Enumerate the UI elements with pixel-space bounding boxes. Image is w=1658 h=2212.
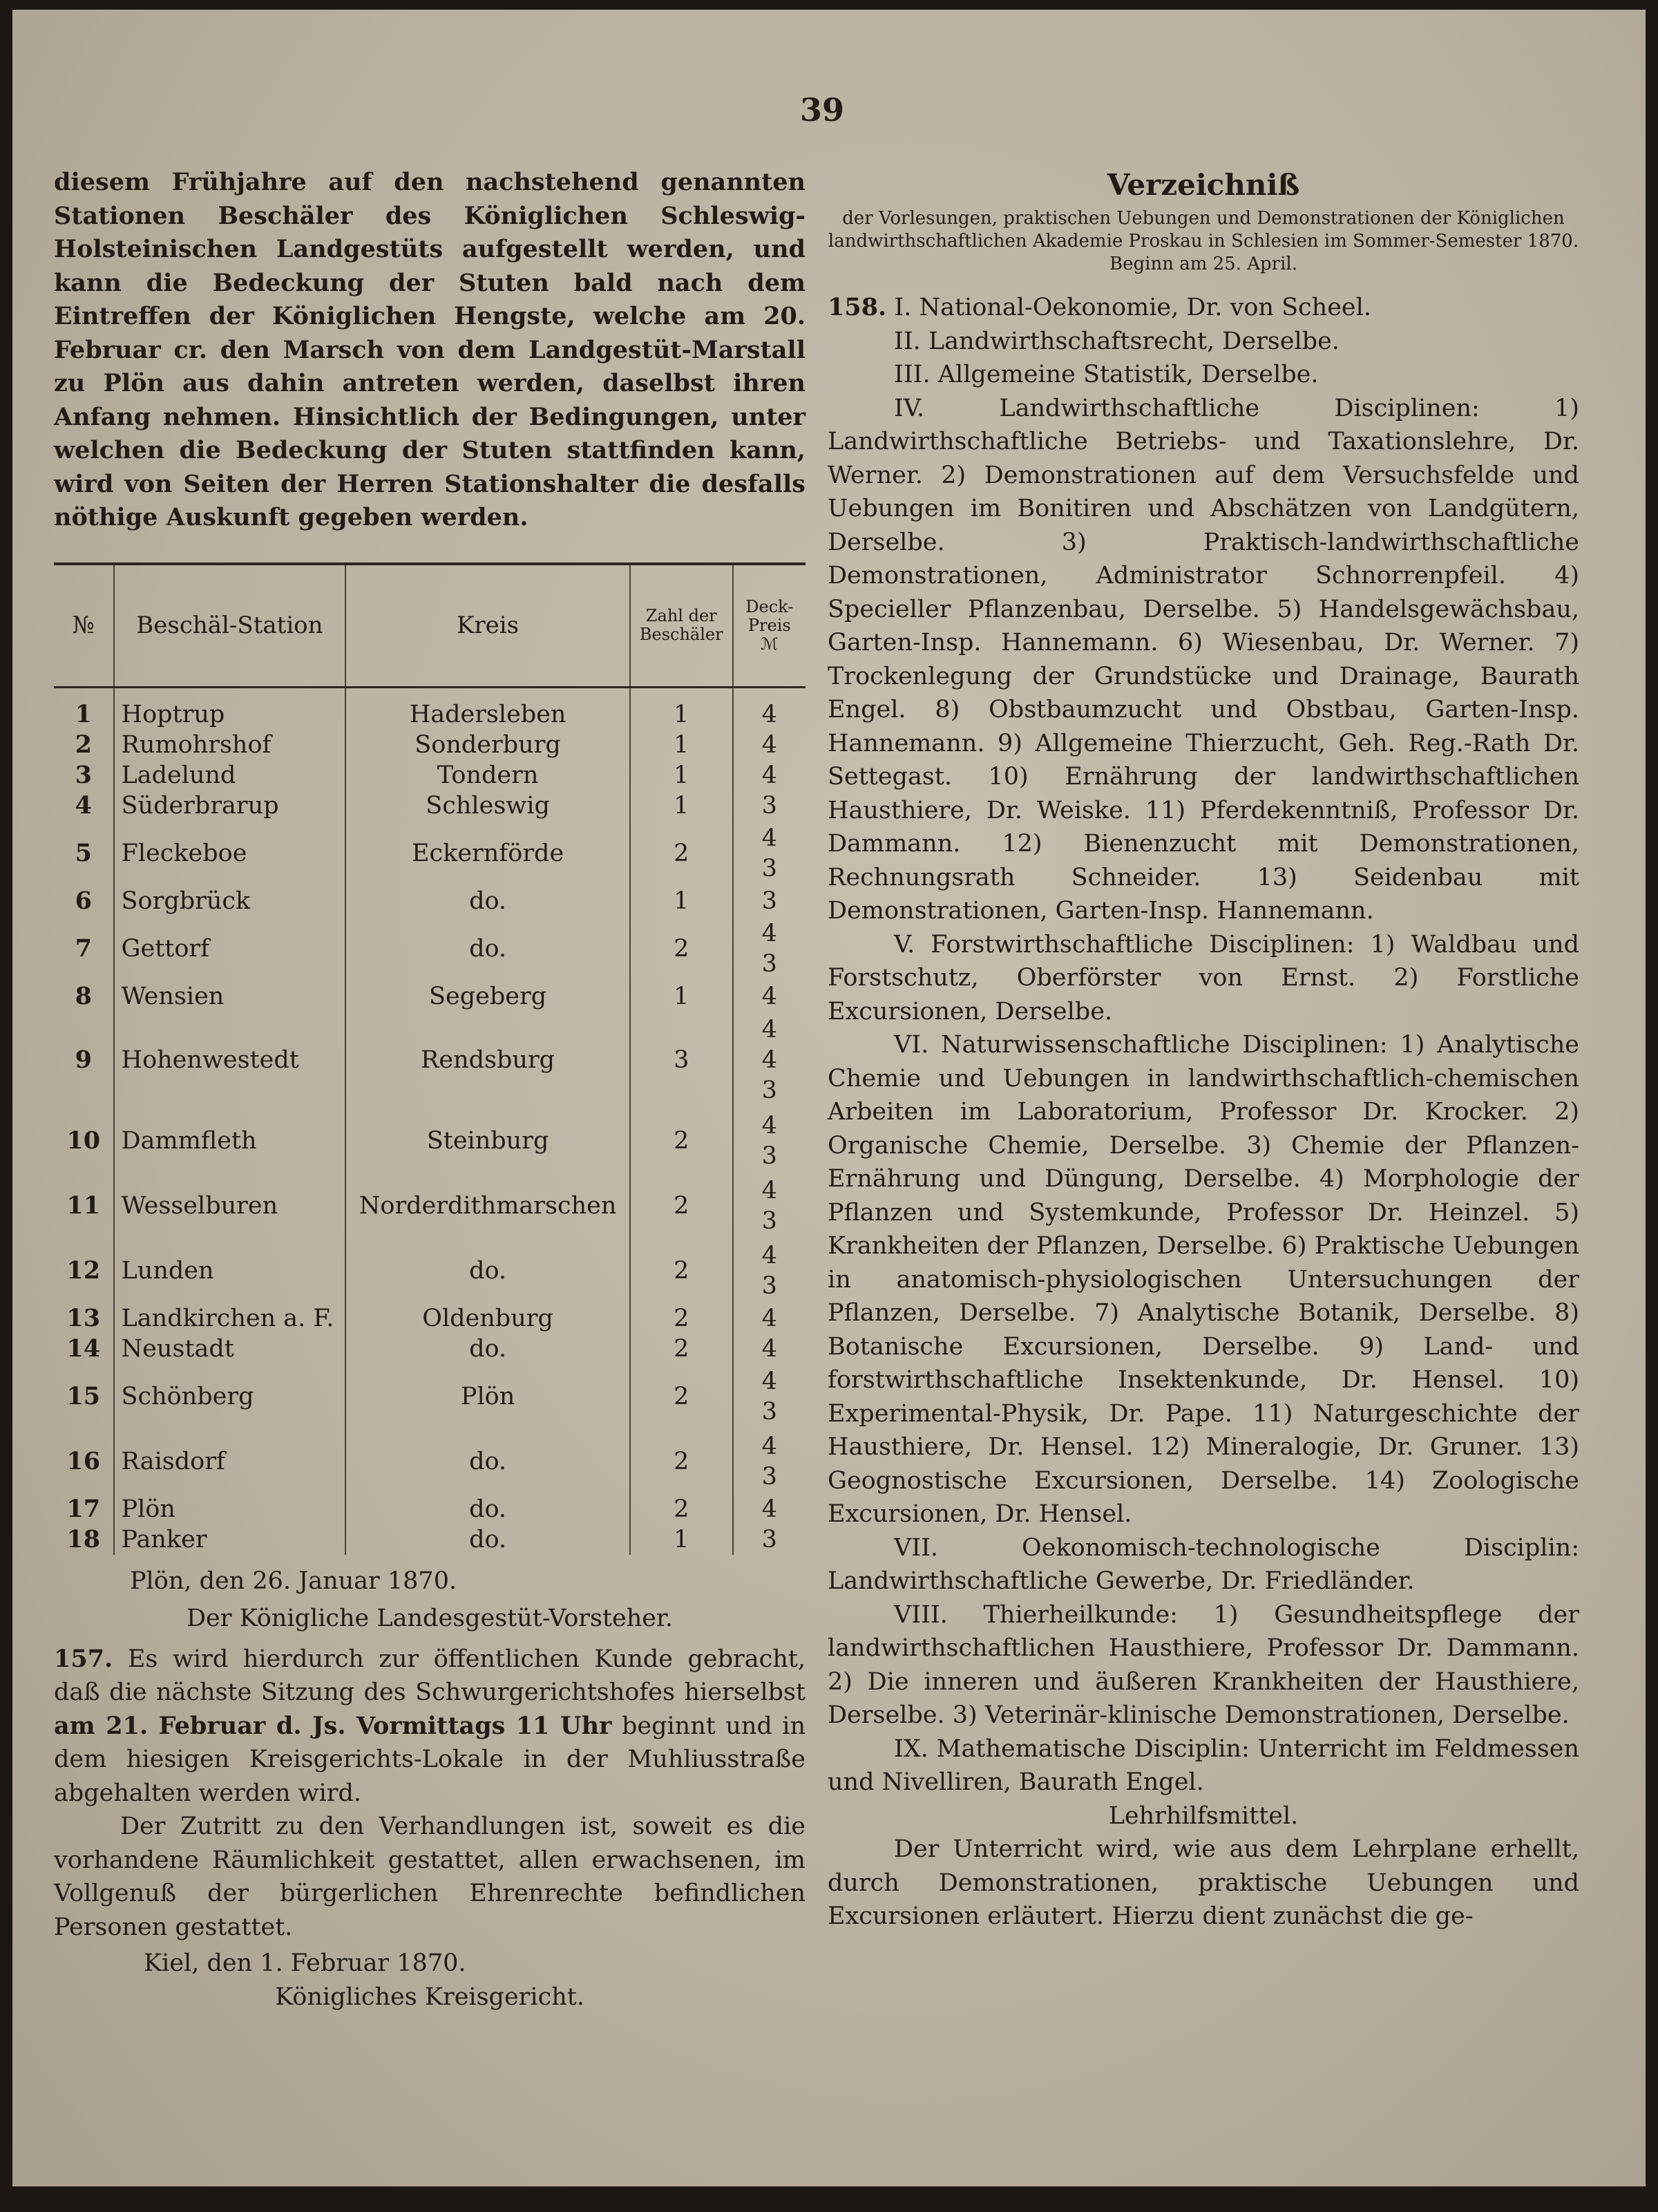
station-preis <box>733 886 806 916</box>
station-name: Süderbrarup <box>114 791 346 821</box>
right-column <box>828 166 1579 1934</box>
station-nr: 2 <box>54 730 114 760</box>
station-nr: 3 <box>54 760 114 791</box>
station-preis <box>733 1173 806 1238</box>
preis-value: 3 <box>761 1272 777 1300</box>
station-kreis: Oldenburg <box>345 1303 630 1334</box>
preis-value: 3 <box>761 1462 777 1491</box>
station-kreis: do. <box>345 1429 630 1494</box>
station-zahl: 2 <box>630 1429 733 1494</box>
station-nr: 18 <box>54 1524 114 1555</box>
station-name: Plön <box>114 1494 346 1524</box>
station-zahl: 3 <box>630 1012 733 1108</box>
station-kreis: do. <box>345 886 630 916</box>
station-nr: 14 <box>54 1334 114 1364</box>
section-VI: VI. Naturwissenschaftliche Disciplinen: 1) Analytische Chemie und Uebungen in landwirthschaftlich-chemischen Arbeiten im Laboratorium, Professor Dr. Krocker. 2) Organische Chemie, Derselbe. 3) Chemie der Pflanzen-Ernährung und Düngung, Derselbe. 4) Morphologie der Pflanzen und Systemkunde, Professor Dr. Heinzel. 5) Krankheiten der Pflanzen, Derselbe. 6) Praktische Uebungen in anatomisch-physiologischen Untersuchungen der Pflanzen, Derselbe. 7) Analytische Botanik, Derselbe. 8) Botanische Excursionen, Derselbe. 9) Land- und forstwirthschaftliche Insektenkunde, Dr. Hensel. 10) Experimental-Physik, Dr. Pape. 11) Naturgeschichte der Hausthiere, Dr. Hensel. 12) Mineralogie, Dr. Gruner. 13) Geognostische Excursionen, Derselbe. 14) Zoologische Excursionen, Dr. Hensel. <box>828 1031 1579 1528</box>
preis-value: 3 <box>761 887 777 915</box>
station-zahl: 1 <box>630 981 733 1012</box>
station-kreis: Tondern <box>345 760 630 791</box>
table-row <box>54 1108 806 1173</box>
station-preis <box>733 981 806 1012</box>
station-nr: 10 <box>54 1108 114 1173</box>
station-nr: 11 <box>54 1173 114 1238</box>
station-preis <box>733 1334 806 1364</box>
header-preis: Deck-Preis ℳ <box>745 596 794 654</box>
notice-157-authority: Königliches Kreisgericht. <box>275 1983 584 2011</box>
station-nr: 8 <box>54 981 114 1012</box>
station-zahl: 2 <box>630 1108 733 1173</box>
station-zahl: 1 <box>630 886 733 916</box>
left-column <box>54 166 806 2018</box>
station-name: Wensien <box>114 981 346 1012</box>
station-kreis: Plön <box>345 1364 630 1429</box>
station-zahl: 2 <box>630 1364 733 1429</box>
station-zahl: 2 <box>630 1303 733 1334</box>
preis-value: 4 <box>761 1176 777 1204</box>
stallion-stations-table <box>54 563 806 1555</box>
station-name: Fleckeboe <box>114 821 346 886</box>
station-name: Landkirchen a. F. <box>114 1303 346 1334</box>
preis-value: 4 <box>761 919 777 947</box>
station-zahl: 1 <box>630 1524 733 1555</box>
station-nr: 17 <box>54 1494 114 1524</box>
table-row <box>54 821 806 886</box>
station-nr: 1 <box>54 687 114 730</box>
table-body <box>54 687 806 1555</box>
preis-value: 3 <box>761 1076 777 1104</box>
station-name: Wesselburen <box>114 1173 346 1238</box>
section-II: II. Landwirthschaftsrecht, Derselbe. <box>894 327 1340 355</box>
preis-value: 4 <box>761 1015 777 1043</box>
section-I-text: I. National-Oekonomie, Dr. von Scheel. <box>894 294 1371 321</box>
lehrhilfsmittel-heading: Lehrhilfsmittel. <box>1108 1802 1299 1830</box>
preis-value: 4 <box>761 1241 777 1269</box>
station-name: Sorgbrück <box>114 886 346 916</box>
station-zahl: 2 <box>630 1494 733 1524</box>
section-V: V. Forstwirthschaftliche Disciplinen: 1) Waldbau und Forstschutz, Oberförster von Ernst. 2) Forstliche Excursionen, Derselbe. <box>828 930 1579 1025</box>
section-IV: IV. Landwirthschaftliche Disciplinen: 1) Landwirthschaftliche Betriebs- und Taxationslehre, Dr. Werner. 2) Demonstrationen auf dem Versuchsfelde und Uebungen im Bonitiren und Abschätzen von Landgütern, Derselbe. 3) Praktisch-landwirthschaftliche Demonstrationen, Administrator Schnorrenpfeil. 4) Specieller Pflanzenbau, Derselbe. 5) Handelsgewächsbau, Garten-Insp. Hannemann. 6) Wiesenbau, Dr. Werner. 7) Trockenlegung der Grundstücke und Drainage, Baurath Engel. 8) Obstbaumzucht und Obstbau, Garten-Insp. Hannemann. 9) Allgemeine Thierzucht, Geh. Reg.-Rath Dr. Settegast. 10) Ernährung der landwirthschaftlichen Hausthiere, Dr. Weiske. 11) Pferdekenntniß, Professor Dr. Dammann. 12) Bienenzucht mit Demonstrationen, Rechnungsrath Schneider. 13) Seidenbau mit Demonstrationen, Garten-Insp. Hannemann. <box>828 394 1579 925</box>
station-zahl: 1 <box>630 760 733 791</box>
header-nr: № <box>54 564 114 688</box>
station-preis <box>733 916 806 981</box>
preis-value: 4 <box>761 761 777 789</box>
station-preis <box>733 1364 806 1429</box>
station-preis <box>733 730 806 760</box>
preis-value: 4 <box>761 1367 777 1395</box>
lecture-list-subtitle: der Vorlesungen, praktischen Uebungen und Demonstrationen der Königlichen landwirthschaftlichen Akademie Proskau in Schlesien im Sommer-Semester 1870. Beginn am 25. April. <box>828 208 1579 274</box>
station-name: Rumohrshof <box>114 730 346 760</box>
station-name: Ladelund <box>114 760 346 791</box>
section-IX: IX. Mathematische Disciplin: Unterricht im Feldmessen und Nivelliren, Baurath Engel. <box>828 1734 1579 1796</box>
station-kreis: do. <box>345 1334 630 1364</box>
preis-value: 4 <box>761 700 777 728</box>
table-row <box>54 1364 806 1429</box>
station-zahl: 2 <box>630 821 733 886</box>
station-name: Raisdorf <box>114 1429 346 1494</box>
station-nr: 6 <box>54 886 114 916</box>
station-kreis: do. <box>345 1524 630 1555</box>
station-nr: 15 <box>54 1364 114 1429</box>
header-zahl: Zahl der Beschäler <box>630 564 733 688</box>
station-kreis: Eckernförde <box>345 821 630 886</box>
preis-value: 4 <box>761 1432 777 1460</box>
station-kreis: Steinburg <box>345 1108 630 1173</box>
signoff-place: Plön, den 26. Januar 1870. <box>130 1567 457 1595</box>
table-row <box>54 1429 806 1494</box>
lehrhilfsmittel-text: Der Unterricht wird, wie aus dem Lehrplane erhellt, durch Demonstrationen, praktische Uebungen und Excursionen erläutert. Hierzu dient zunächst die ge- <box>828 1835 1579 1930</box>
table-row <box>54 1303 806 1334</box>
station-name: Hoptrup <box>114 687 346 730</box>
table-row <box>54 730 806 760</box>
station-preis <box>733 821 806 886</box>
table-row <box>54 791 806 821</box>
station-name: Schönberg <box>114 1364 346 1429</box>
station-preis <box>733 1108 806 1173</box>
station-nr: 12 <box>54 1238 114 1303</box>
station-preis <box>733 791 806 821</box>
station-kreis: do. <box>345 1494 630 1524</box>
notice-157-date: am 21. Februar d. Js. Vormittags 11 Uhr <box>54 1711 612 1740</box>
station-name: Panker <box>114 1524 346 1555</box>
station-kreis: do. <box>345 916 630 981</box>
station-kreis: Segeberg <box>345 981 630 1012</box>
station-nr: 7 <box>54 916 114 981</box>
notice-157-place: Kiel, den 1. Februar 1870. <box>144 1949 466 1977</box>
station-preis <box>733 1303 806 1334</box>
preis-value: 4 <box>761 1304 777 1332</box>
notice-157-text-b: beginnt und in dem hiesigen Kreisgerichts-Lokale in der Muhliusstraße abgehalten werden wird. <box>54 1712 806 1807</box>
preis-value: 4 <box>761 824 777 852</box>
preis-value: 3 <box>761 1207 777 1235</box>
station-zahl: 1 <box>630 687 733 730</box>
station-nr: 16 <box>54 1429 114 1494</box>
station-name: Dammfleth <box>114 1108 346 1173</box>
section-III: III. Allgemeine Statistik, Derselbe. <box>894 361 1319 388</box>
stallion-notice-intro: diesem Frühjahre auf den nachstehend genannten Stationen Beschäler des Königlichen Schleswig-Holsteinischen Landgestüts aufgestellt werden, und kann die Bedeckung der Stuten bald nach dem Eintreffen der Königlichen Hengste, welche am 20. Februar cr. den Marsch von dem Landgestüt-Marstall zu Plön aus dahin antreten werden, daselbst ihren Anfang nehmen. Hinsichtlich der Bedingungen, unter welchen die Bedeckung der Stuten stattfinden kann, wird von Seiten der Herren Stationshalter die desfalls nöthige Auskunft gegeben werden. <box>54 168 806 531</box>
table-row <box>54 916 806 981</box>
notice-158-number: 158. <box>828 293 887 321</box>
notice-157-number: 157. <box>54 1644 113 1673</box>
table-row <box>54 1173 806 1238</box>
station-preis <box>733 1238 806 1303</box>
section-VII: VII. Oekonomisch-technologische Disciplin: Landwirthschaftliche Gewerbe, Dr. Friedländer. <box>828 1533 1579 1595</box>
section-VIII: VIII. Thierheilkunde: 1) Gesundheitspflege der landwirthschaftlichen Hausthiere, Professor Dr. Dammann. 2) Die inneren und äußeren Krankheiten der Hausthiere, Derselbe. 3) Veterinär-klinische Demonstrationen, Derselbe. <box>828 1600 1579 1729</box>
station-name: Lunden <box>114 1238 346 1303</box>
preis-value: 3 <box>761 854 777 882</box>
station-kreis: do. <box>345 1238 630 1303</box>
table-row <box>54 1334 806 1364</box>
table-row <box>54 886 806 916</box>
station-nr: 13 <box>54 1303 114 1334</box>
table-row <box>54 1494 806 1524</box>
table-row <box>54 1524 806 1555</box>
page-number: 39 <box>800 91 845 129</box>
notice-157-admission: Der Zutritt zu den Verhandlungen ist, soweit es die vorhandene Räumlichkeit gestattet, allen erwachsenen, im Vollgenuß der bürgerlichen Ehrenrechte befindlichen Personen gestattet. <box>54 1813 806 1941</box>
station-zahl: 1 <box>630 791 733 821</box>
lecture-list-title: Verzeichniß <box>1107 168 1300 202</box>
preis-value: 3 <box>761 949 777 978</box>
signoff-authority: Der Königliche Landesgestüt-Vorsteher. <box>186 1605 674 1632</box>
station-zahl: 2 <box>630 916 733 981</box>
station-nr: 4 <box>54 791 114 821</box>
header-kreis: Kreis <box>345 564 630 688</box>
station-preis <box>733 1524 806 1555</box>
header-station: Beschäl-Station <box>114 564 346 688</box>
station-preis <box>733 687 806 730</box>
station-preis <box>733 760 806 791</box>
preis-value: 4 <box>761 1334 777 1363</box>
preis-value: 4 <box>761 730 777 759</box>
table-header-row <box>54 564 806 688</box>
station-zahl: 2 <box>630 1173 733 1238</box>
station-zahl: 2 <box>630 1334 733 1364</box>
notice-157-text-a: Es wird hierdurch zur öffentlichen Kunde gebracht, daß die nächste Sitzung des Schwurgerichtshofes hierselbst <box>54 1645 806 1706</box>
station-zahl: 2 <box>630 1238 733 1303</box>
station-zahl: 1 <box>630 730 733 760</box>
preis-value: 3 <box>761 1142 777 1170</box>
station-kreis: Schleswig <box>345 791 630 821</box>
newspaper-page <box>12 10 1646 2186</box>
station-name: Gettorf <box>114 916 346 981</box>
station-kreis: Rendsburg <box>345 1012 630 1108</box>
section-I <box>828 291 1579 325</box>
preis-value: 4 <box>761 1495 777 1523</box>
station-nr: 9 <box>54 1012 114 1108</box>
station-kreis: Norderdithmarschen <box>345 1173 630 1238</box>
table-row <box>54 981 806 1012</box>
station-name: Hohenwestedt <box>114 1012 346 1108</box>
station-kreis: Hadersleben <box>345 687 630 730</box>
station-name: Neustadt <box>114 1334 346 1364</box>
preis-value: 4 <box>761 1111 777 1140</box>
table-row <box>54 760 806 791</box>
preis-value: 3 <box>761 1525 777 1553</box>
table-row <box>54 687 806 730</box>
station-preis <box>733 1012 806 1108</box>
preis-value: 4 <box>761 982 777 1010</box>
table-row <box>54 1238 806 1303</box>
preis-value: 3 <box>761 1397 777 1426</box>
preis-value: 3 <box>761 791 777 820</box>
preis-value: 4 <box>761 1046 777 1074</box>
station-kreis: Sonderburg <box>345 730 630 760</box>
table-row <box>54 1012 806 1108</box>
station-nr: 5 <box>54 821 114 886</box>
station-preis <box>733 1429 806 1494</box>
station-preis <box>733 1494 806 1524</box>
notice-157 <box>54 1643 806 1811</box>
